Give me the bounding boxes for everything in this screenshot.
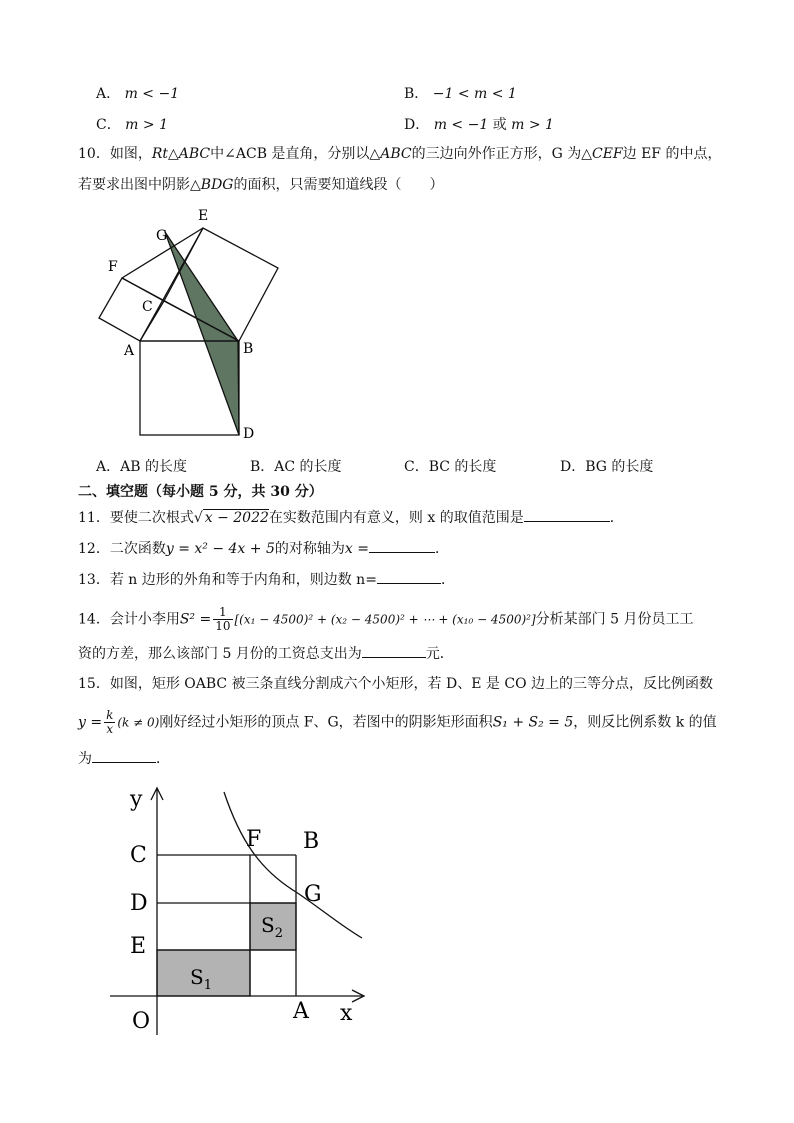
q9-option-d-math1: m < −1: [433, 117, 489, 133]
q14-line2: [78, 643, 454, 664]
q15-end: ．: [156, 751, 170, 767]
q15-label-s1-main: S: [190, 965, 204, 989]
q15-l2-end: ，则反比例系数 k 的值: [573, 714, 717, 731]
section-2-heading: 二、填空题（每小题 5 分，共 30 分）: [78, 484, 323, 500]
q15-label-y: y: [130, 787, 143, 812]
q10-l2b: 的面积，只需要知道线段（ ）: [233, 177, 444, 193]
q14-rhs: [(x₁ − 4500)² + (x₂ − 4500)² + ⋯ + (x₁₀ − 4500)²]: [234, 612, 536, 627]
q15-label-e: E: [130, 934, 147, 959]
q15-label-x: x: [340, 1001, 353, 1026]
q10-figure: [90, 200, 290, 450]
q9-option-d-label: D．: [404, 117, 430, 133]
q10-l1b: 中∠ACB 是直角，分别以△: [210, 146, 381, 162]
q11-pre: 11．要使二次根式: [78, 510, 194, 526]
q10-label-e: E: [198, 208, 209, 224]
q12-math2: x =: [344, 541, 369, 557]
q15-math2: S₁ + S₂ = 5: [492, 714, 574, 731]
q15-line3-text: 为: [78, 751, 92, 767]
q9-option-b: [404, 83, 517, 103]
q9-option-d-mid: 或: [492, 117, 507, 133]
q10-label-g: G: [156, 228, 168, 244]
q12-end: ．: [434, 541, 449, 557]
q11-radicand: x − 2022: [204, 510, 269, 526]
q15-blank: [92, 748, 156, 763]
q14-blank: [362, 643, 426, 658]
q12: [78, 538, 449, 559]
q15-label-b: B: [303, 829, 320, 854]
q15-figure: [100, 780, 380, 1050]
q12-math: y = x² − 4x + 5: [165, 541, 275, 557]
q10-l1d: 边 EF 的中点，: [622, 146, 722, 162]
q12-blank: [369, 538, 435, 553]
q10-l1a: 10．如图，: [78, 146, 152, 162]
q10-l1c: 的三边向外作正方形，G 为△: [411, 146, 592, 162]
q10-option-d: D．BG 的长度: [560, 459, 654, 475]
q14-pre: 14．会计小李用: [78, 611, 180, 628]
q15-line3: [78, 748, 170, 769]
q11: [78, 507, 624, 528]
q10-option-c: C．BC 的长度: [404, 459, 497, 475]
q15-label-o: O: [132, 1009, 151, 1034]
q15-frac-num: k: [106, 708, 114, 722]
q15-text: 刚好经过小矩形的顶点 F、G，若图中的阴影矩形面积: [159, 714, 493, 731]
q10-label-b: B: [243, 341, 254, 357]
q10-line1: [78, 144, 721, 164]
q15-label-f: F: [246, 827, 262, 852]
q13-blank: [377, 569, 441, 584]
q9-option-a: [96, 83, 179, 103]
q13-end: ．: [440, 572, 455, 588]
q12-mid: 的对称轴为: [274, 541, 345, 557]
q15-line2: [78, 709, 717, 736]
q15-label-d: D: [130, 891, 148, 916]
q11-end: ．: [609, 510, 624, 526]
q10-label-a: A: [124, 343, 135, 359]
q15-lhs: y =: [78, 714, 103, 731]
q11-radical: √ x − 2022: [193, 510, 269, 526]
q13: [78, 569, 455, 590]
q10-label-f: F: [108, 259, 118, 275]
q10-l1m3: CEF: [591, 146, 623, 162]
q13-text: 13．若 n 边形的外角和等于内角和，则边数 n=: [78, 572, 377, 588]
q14-post: 分析某部门 5 月份员工工: [535, 611, 694, 628]
q14-line1: [78, 606, 693, 633]
q14-end: 元．: [425, 646, 454, 662]
q15-label-s2-main: S: [261, 913, 275, 937]
q12-pre: 12．二次函数: [78, 541, 166, 557]
q14-frac-den: 10: [215, 619, 231, 633]
q9-option-d: [404, 114, 554, 134]
q9-option-b-label: B．: [404, 86, 429, 102]
q15-frac-den: x: [106, 722, 114, 736]
q9-option-c-math: m > 1: [125, 117, 168, 133]
q15-label-s1-sub: 1: [203, 978, 212, 993]
q10-option-a: A．AB 的长度: [96, 459, 187, 475]
q15-label-g: G: [304, 882, 322, 907]
q14-lhs: S² =: [179, 611, 212, 628]
q10-l1m2: ABC: [380, 146, 412, 162]
q15-line1: 15．如图，矩形 OABC 被三条直线分割成六个小矩形，若 D、E 是 CO 边上的三等分点，反比例函数: [78, 676, 713, 692]
q11-blank: [524, 507, 610, 522]
q15-fraction: [104, 709, 115, 736]
q9-option-a-math: m < −1: [124, 86, 180, 102]
q15-label-c: C: [130, 843, 147, 868]
q10-shaded-triangle: [165, 232, 239, 435]
q15-cond: (k ≠ 0): [117, 715, 160, 730]
q9-option-c-label: C．: [96, 117, 121, 133]
q10-line2: [78, 175, 443, 195]
q11-post: 在实数范围内有意义，则 x 的取值范围是: [268, 510, 524, 526]
q10-l2m: BDG: [200, 177, 234, 193]
q10-label-d: D: [243, 426, 255, 442]
q10-l2a: 若要求出图中阴影△: [78, 177, 201, 193]
q10-line-fb: [122, 278, 239, 341]
q9-option-c: [96, 114, 168, 134]
q10-option-b: B．AC 的长度: [250, 459, 342, 475]
q10-l1m1: Rt△ABC: [151, 146, 211, 162]
q14-line2-text: 资的方差，那么该部门 5 月份的工资总支出为: [78, 646, 362, 662]
q9-option-b-math: −1 < m < 1: [432, 86, 517, 102]
q10-label-c: C: [142, 299, 153, 315]
q9-option-a-label: A．: [96, 86, 121, 102]
q10-square-ac: [99, 278, 164, 341]
q9-option-d-math2: m > 1: [511, 117, 554, 133]
q15-label-s2-sub: 2: [274, 926, 283, 941]
q14-frac-num: 1: [213, 606, 232, 620]
q15-label-a: A: [293, 999, 309, 1024]
q14-fraction: [213, 606, 232, 633]
